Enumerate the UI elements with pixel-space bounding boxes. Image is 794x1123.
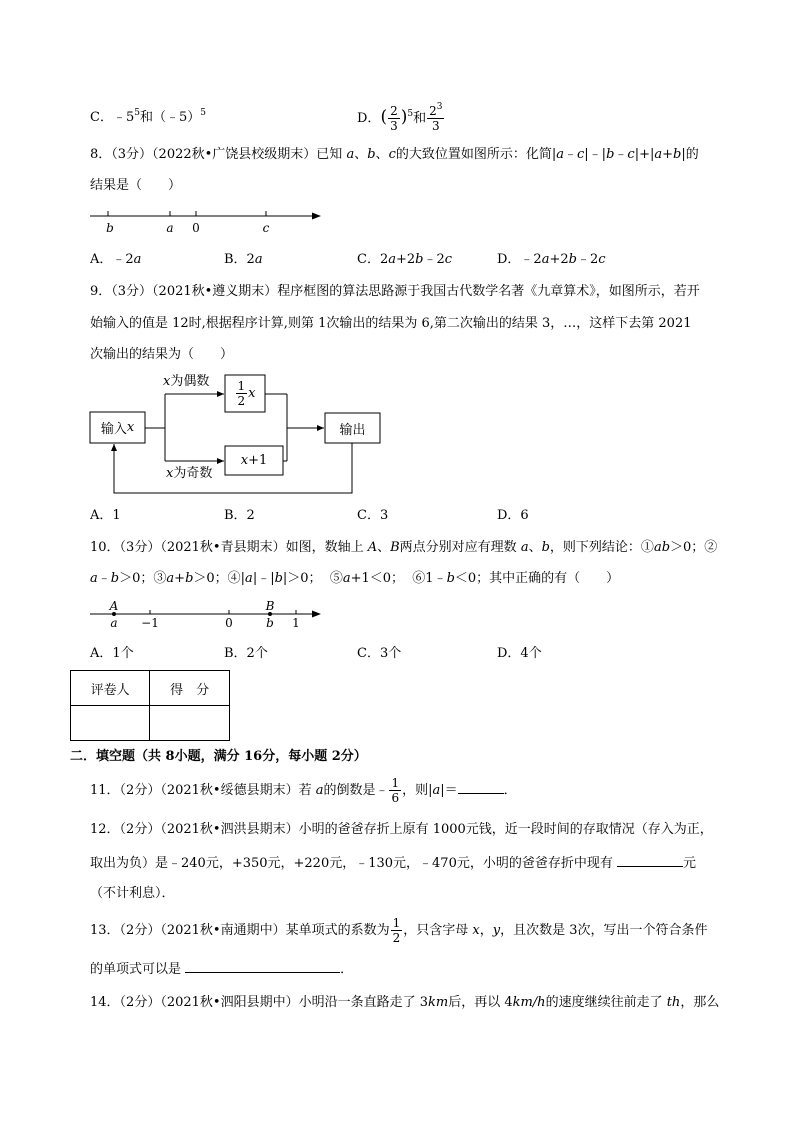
q9-option-b: B．2 — [224, 508, 255, 523]
variable: b — [185, 571, 194, 586]
input-box-text — [90, 412, 145, 443]
label-b: b — [266, 616, 274, 630]
stem-text: |+| — [634, 147, 655, 162]
label-point-A: A — [109, 599, 119, 613]
answer-blank — [617, 853, 683, 867]
label-c: c — [262, 221, 270, 235]
q9-stem-line2: 始输入的值是 12时,根据程序计算,则第 1次输出的结果为 6,第二次输出的结果 3，…，这样下去第 2021 — [90, 316, 692, 331]
stem-text: |＝ — [440, 783, 458, 798]
score-table — [70, 670, 230, 741]
plus-one-box-text — [225, 446, 283, 475]
variable: th — [666, 995, 681, 1010]
q9-stem-line1: 9．（3分）（2021秋•遵义期末）程序框图的算法思路源于我国古代数学名著《九章算术》，如图所示，若开 — [90, 284, 700, 299]
fraction — [236, 379, 248, 408]
q10-option-b: B．2个 — [224, 646, 268, 661]
fraction — [388, 104, 400, 133]
stem-text: |的 — [681, 147, 699, 162]
variable: a — [245, 571, 253, 586]
stem-text: ﹣ — [564, 147, 578, 162]
variable: a — [541, 252, 550, 267]
q7-option-d — [357, 104, 445, 133]
stem-text: ． — [340, 962, 354, 977]
odd-branch-label — [166, 466, 212, 482]
denominator: 6 — [391, 791, 400, 805]
stem-text: ＞0；③ — [119, 571, 167, 586]
answer-blank — [185, 959, 340, 973]
variable: c — [577, 147, 585, 162]
variable: x — [248, 386, 256, 401]
stem-text: ＜0；其中正确的有（ ） — [454, 571, 620, 586]
variable: b — [367, 147, 376, 162]
stem-text: ，则下列结论：① — [549, 540, 654, 555]
option-text: ﹣2 — [423, 252, 445, 267]
q10-stem-line1 — [90, 539, 717, 557]
number-line-arrow — [312, 611, 321, 618]
option-label: D． — [357, 111, 381, 126]
variable: c — [388, 147, 396, 162]
stem-text: |﹣| — [252, 571, 275, 586]
variable: a — [346, 147, 355, 162]
stem-text: 后，再以 4 — [448, 995, 513, 1010]
q9-option-c: C．3 — [357, 508, 389, 523]
q10-option-c: C．3个 — [357, 646, 402, 661]
q12-stem-line2 — [90, 853, 696, 873]
stem-text: ，那么 — [680, 995, 720, 1010]
stem-text: 11．（2分）（2021秋•绥德县期末）若 — [90, 783, 316, 798]
variable: x — [166, 466, 174, 481]
variable: a — [388, 252, 396, 267]
branch-text: 为偶数 — [170, 374, 210, 389]
score-header: 得 分 — [150, 671, 230, 706]
stem-text: 8．（3分）（2022秋•广饶县校级期末）已知 — [90, 147, 347, 162]
option-text: +2 — [395, 252, 416, 267]
unit: km/h — [512, 995, 546, 1010]
stem-text: ＞0；② — [670, 540, 718, 555]
stem-text: 两点分别对应有理数 — [399, 540, 521, 555]
numerator: 1 — [237, 379, 246, 393]
q10-option-d: D．4个 — [497, 646, 542, 661]
stem-text: ﹣ — [97, 571, 111, 586]
stem-text: ， — [479, 923, 493, 938]
q8-option-c — [357, 251, 452, 269]
variable: b — [606, 147, 615, 162]
label-zero: 0 — [192, 221, 200, 235]
variable: ab — [653, 540, 671, 555]
variable: b — [568, 252, 577, 267]
q8-stem-line2: 结果是（ ） — [90, 178, 182, 193]
input-label: 输入 — [100, 422, 127, 437]
stem-text: 的速度继续往前走了 — [545, 995, 667, 1010]
label-a: a — [166, 221, 174, 235]
q8-stem-line1 — [90, 146, 699, 164]
paren: ) — [400, 107, 408, 127]
variable: a — [254, 252, 263, 267]
label-a: a — [110, 616, 118, 630]
variable: c — [444, 252, 453, 267]
variable: x — [240, 453, 249, 468]
q13-stem-line2 — [90, 959, 353, 979]
stem-text: + — [174, 571, 186, 586]
stem-text: 元 — [682, 856, 696, 871]
q10-number-line — [85, 596, 330, 632]
q8-option-d — [497, 251, 606, 269]
score-table-body-row — [71, 706, 230, 741]
stem-text: ﹣ — [614, 147, 628, 162]
score-table-header-row — [71, 671, 230, 706]
label-point-B: B — [265, 599, 275, 613]
stem-text: |＞0； ⑤ — [282, 571, 343, 586]
fraction — [391, 916, 403, 945]
variable: a — [432, 783, 441, 798]
fraction — [427, 104, 444, 133]
q13-stem-line1 — [90, 916, 707, 945]
option-text: C．2 — [357, 252, 389, 267]
variable: b — [415, 252, 424, 267]
variable: a — [520, 540, 529, 555]
stem-text: + — [662, 147, 674, 162]
stem-text: ，且次数是 3次，写出一个符合条件 — [500, 923, 708, 938]
label-b: b — [106, 221, 114, 235]
stem-text: ，只含字母 — [403, 923, 473, 938]
stem-text: 的倒数是﹣ — [323, 783, 389, 798]
q9-stem-line3: 次输出的结果为（ ） — [90, 347, 234, 362]
denominator: 3 — [431, 119, 440, 133]
branch-text: 为奇数 — [173, 466, 213, 481]
label-zero: 0 — [225, 616, 233, 630]
variable: c — [627, 147, 635, 162]
q9-option-d: D．6 — [497, 508, 529, 523]
stem-text: 、 — [528, 540, 542, 555]
numerator-base: 2 — [429, 104, 437, 118]
stem-text: 的单项式可以是 — [90, 962, 186, 977]
fraction — [389, 776, 401, 805]
stem-text: ＞0；④| — [193, 571, 246, 586]
reviewer-header: 评卷人 — [71, 671, 150, 706]
half-box-text — [225, 375, 265, 412]
option-text: 和 — [413, 111, 427, 126]
denominator: 2 — [392, 931, 401, 945]
variable: y — [492, 923, 501, 938]
q8-number-line — [85, 200, 330, 240]
number-line-arrow — [312, 213, 321, 220]
numerator — [427, 104, 444, 119]
variable: a — [654, 147, 663, 162]
stem-text: 取出为负）是﹣240元，+350元，+220元，﹣130元，﹣470元，小明的爸爸存折中现有 — [90, 856, 617, 871]
variable: x — [126, 420, 135, 435]
variable: a — [315, 783, 324, 798]
stem-text: |﹣| — [584, 147, 607, 162]
q10-stem-line2 — [90, 570, 619, 588]
option-text: 和（﹣5） — [139, 110, 201, 125]
stem-text: ，则| — [402, 783, 433, 798]
option-text: ﹣2 — [576, 252, 599, 267]
stem-text: 14．（2分）（2021秋•泗阳县期中）小明沿一条直路走了 3 — [90, 995, 428, 1010]
variable: x — [163, 374, 171, 389]
variable: b — [110, 571, 120, 586]
stem-text: 、 — [375, 147, 389, 162]
stem-text: ． — [503, 783, 517, 798]
output-box-text: 输出 — [339, 422, 366, 438]
paren: ( — [380, 107, 388, 127]
option-text: +2 — [549, 252, 569, 267]
stem-text: 的大致位置如图所示：化简| — [395, 147, 557, 162]
exponent: 5 — [134, 108, 140, 118]
numerator: 1 — [391, 776, 400, 790]
variable: c — [598, 252, 606, 267]
option-text: B．2 — [224, 252, 255, 267]
q9-option-a: A．1 — [90, 508, 121, 523]
stem-text: 13．（2分）（2021秋•南通期中）某单项式的系数为 — [90, 923, 390, 938]
answer-blank — [458, 780, 504, 794]
option-text: D．﹣2 — [497, 252, 542, 267]
option-label: C． — [90, 110, 113, 125]
variable: A — [367, 540, 378, 555]
q8-option-b — [224, 251, 263, 269]
denominator: 2 — [237, 394, 246, 408]
q11-stem — [90, 776, 517, 805]
stem-text: 、 — [354, 147, 368, 162]
variable: a — [166, 571, 175, 586]
reviewer-cell — [71, 706, 150, 741]
numerator: 2 — [390, 104, 398, 118]
q12-stem-line3: （不计利息）． — [90, 886, 175, 901]
q8-option-a — [90, 251, 141, 269]
stem-text: 、 — [377, 540, 391, 555]
numerator: 1 — [392, 916, 401, 930]
stem-text: +1＜0； ⑥1﹣ — [350, 571, 447, 586]
option-text: A．﹣2 — [90, 252, 134, 267]
even-branch-label — [163, 374, 209, 390]
q10-option-a: A．1个 — [90, 646, 134, 661]
denominator: 3 — [390, 119, 398, 133]
stem-text: 10．（3分）（2021秋•青县期末）如图，数轴上 — [90, 540, 368, 555]
exponent: 3 — [436, 102, 443, 112]
variable: b — [541, 540, 550, 555]
label-minus-one: −1 — [141, 616, 159, 630]
label-one: 1 — [292, 616, 300, 630]
exponent: 5 — [200, 108, 206, 118]
variable: a — [556, 147, 564, 162]
variable: b — [274, 571, 283, 586]
q14-stem-line1 — [90, 994, 719, 1012]
q12-stem-line1: 12．（2分）（2021秋•泗洪县期末）小明的爸爸存折上原有 1000元钱，近一段时间的存取情况（存入为正， — [90, 822, 713, 837]
variable: B — [390, 540, 400, 555]
score-cell — [150, 706, 230, 741]
variable: b — [446, 571, 455, 586]
exponent: 5 — [407, 109, 414, 119]
option-text: ﹣5 — [112, 110, 135, 125]
section-heading: 二．填空题（共 8小题，满分 16分，每小题 2分） — [70, 749, 367, 764]
variable: a — [133, 252, 142, 267]
variable: a — [90, 571, 98, 586]
unit: km — [427, 995, 449, 1010]
variable: a — [342, 571, 351, 586]
variable: x — [472, 923, 480, 938]
plus-one: +1 — [248, 453, 268, 468]
variable: b — [673, 147, 682, 162]
q7-option-c — [90, 109, 206, 127]
